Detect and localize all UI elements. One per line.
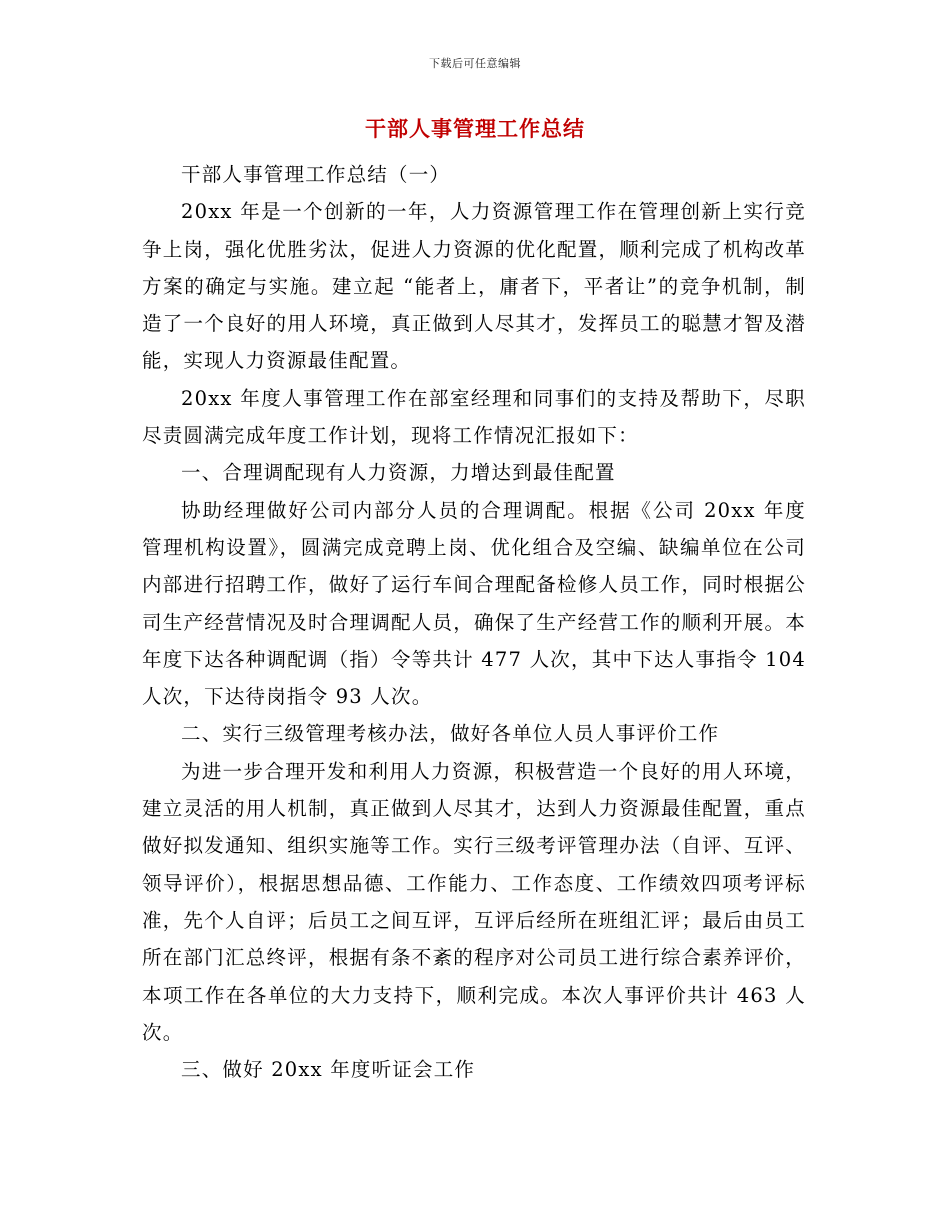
section-heading: 三、做好 20xx 年度听证会工作 xyxy=(181,1058,476,1082)
header-note: 下载后可任意编辑 xyxy=(429,57,521,70)
document-title: 干部人事管理工作总结 xyxy=(365,116,585,141)
section-heading: 一、合理调配现有人力资源，力增达到最佳配置 xyxy=(181,461,616,485)
paragraph: 协助经理做好公司内部分人员的合理调配。根据《公司 20xx 年度管理机构设置》，圆满完成竞聘上岗、优化组合及空编、缺编单位在公司内部进行招聘工作，做好了运行车间合理配备检修人员工作，同时根据公司生产经营情况及时合理调配人员，确保了生产经营工作的顺利开展。本年度下达各种调配调（指）令等共计 477 人次，其中下达人事指令 104 人次，下达待岗指令 93 人次。 xyxy=(142,498,806,709)
paragraph: 20xx 年度人事管理工作在部室经理和同事们的支持及帮助下，尽职尽责圆满完成年度工作计划，现将工作情况汇报如下： xyxy=(142,386,806,448)
paragraph: 20xx 年是一个创新的一年，人力资源管理工作在管理创新上实行竞争上岗，强化优胜劣汰，促进人力资源的优化配置，顺利完成了机构改革方案的确定与实施。建立起 “能者上，庸者下，平者让”的竞争机制，制造了一个良好的用人环境，真正做到人尽其才，发挥员工的聪慧才智及潜能，实现人力资源最佳配置。 xyxy=(142,200,806,373)
section-heading: 干部人事管理工作总结（一） xyxy=(181,163,451,186)
section-heading: 二、实行三级管理考核办法，做好各单位人员人事评价工作 xyxy=(181,722,720,746)
paragraph: 为进一步合理开发和利用人力资源，积极营造一个良好的用人环境，建立灵活的用人机制，真正做到人尽其才，达到人力资源最佳配置，重点做好拟发通知、组织实施等工作。实行三级考评管理办法（自评、互评、领导评价），根据思想品德、工作能力、工作态度、工作绩效四项考评标准，先个人自评；后员工之间互评，互评后经所在班组汇评；最后由员工所在部门汇总终评，根据有条不紊的程序对公司员工进行综合素养评价，本项工作在各单位的大力支持下，顺利完成。本次人事评价共计 463 人次。 xyxy=(142,759,806,1044)
document-body xyxy=(142,156,806,1088)
